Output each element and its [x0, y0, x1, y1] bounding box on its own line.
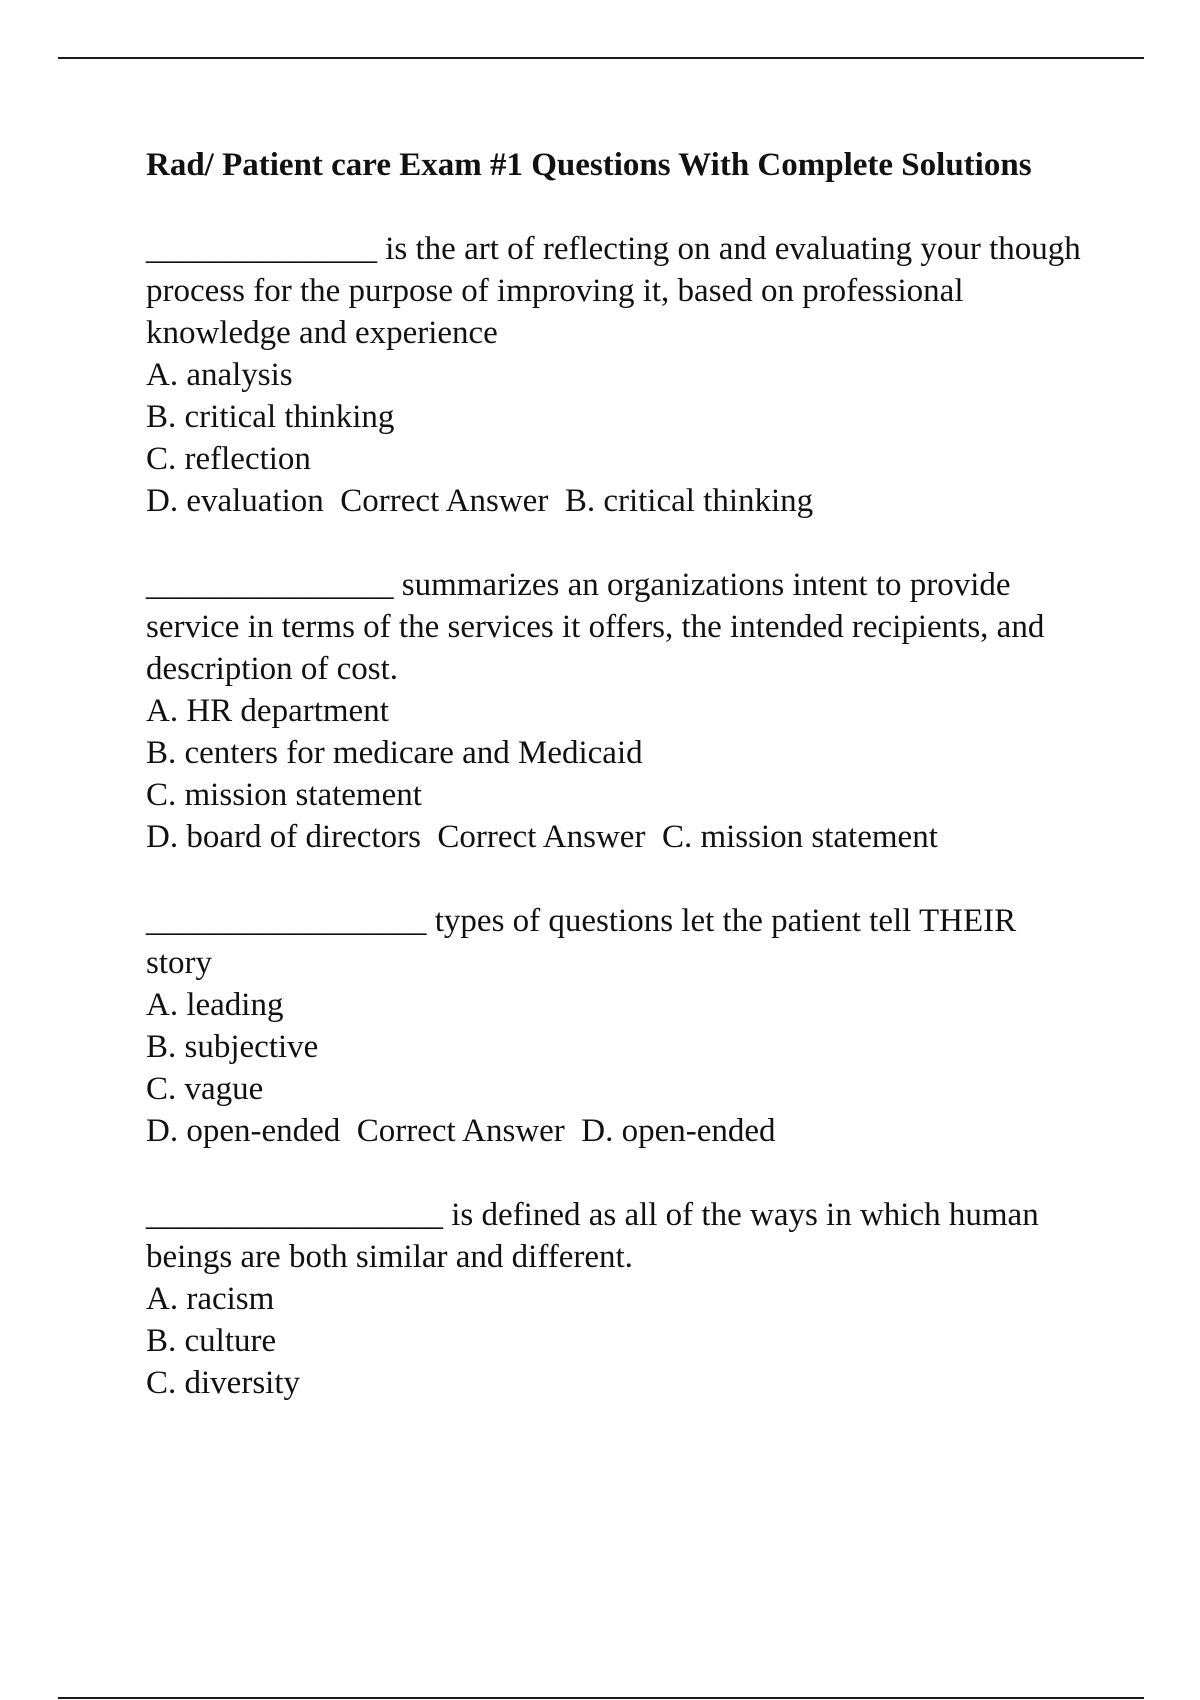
option-b: B. subjective	[146, 1029, 319, 1065]
option-c: C. reflection	[146, 441, 311, 477]
option-c: C. mission statement	[146, 777, 422, 813]
document-content	[146, 144, 1086, 1404]
option-a: A. racism	[146, 1281, 275, 1317]
correct-answer-label: Correct Answer	[356, 1113, 565, 1149]
footer-rule	[58, 1697, 1144, 1699]
correct-answer-label: Correct Answer	[437, 819, 646, 855]
option-c: C. vague	[146, 1071, 264, 1107]
option-d: D. open-ended	[146, 1113, 341, 1149]
stem-text: types of questions let the patient tell THEIR story	[146, 903, 1017, 981]
option-a: A. analysis	[146, 357, 293, 393]
correct-answer-label: Correct Answer	[340, 483, 549, 519]
option-d-with-answer	[146, 1110, 1086, 1152]
question-4	[146, 1194, 1086, 1404]
option-b: B. centers for medicare and Medicaid	[146, 735, 643, 771]
answer-blank: __________________	[146, 1197, 443, 1233]
stem-text: summarizes an organizations intent to provide service in terms of the services it offers, the intended recipients, and description of cost.	[146, 567, 1045, 687]
question-1	[146, 228, 1086, 522]
option-d-with-answer	[146, 816, 1086, 858]
header-rule	[58, 57, 1144, 59]
correct-answer-value: B. critical thinking	[564, 483, 814, 519]
answer-blank: _______________	[146, 567, 394, 603]
option-b: B. critical thinking	[146, 399, 395, 435]
option-d-with-answer	[146, 480, 1086, 522]
option-a: A. HR department	[146, 693, 389, 729]
question-3	[146, 900, 1086, 1152]
document-title: Rad/ Patient care Exam #1 Questions With Complete Solutions	[146, 147, 1032, 183]
option-b: B. culture	[146, 1323, 277, 1359]
answer-blank: _________________	[146, 903, 427, 939]
question-stem	[146, 900, 1086, 984]
question-stem	[146, 1194, 1086, 1278]
option-d: D. board of directors	[146, 819, 421, 855]
correct-answer-value: C. mission statement	[661, 819, 938, 855]
option-d: D. evaluation	[146, 483, 324, 519]
correct-answer-value: D. open-ended	[581, 1113, 776, 1149]
option-c: C. diversity	[146, 1365, 300, 1401]
question-stem	[146, 564, 1086, 690]
option-a: A. leading	[146, 987, 284, 1023]
question-stem	[146, 228, 1086, 354]
stem-text: is the art of reflecting on and evaluating your though process for the purpose of improving it, based on professional knowledge and experience	[146, 231, 1081, 351]
stem-text: is defined as all of the ways in which human beings are both similar and different.	[146, 1197, 1039, 1275]
question-2	[146, 564, 1086, 858]
answer-blank: ______________	[146, 231, 377, 267]
